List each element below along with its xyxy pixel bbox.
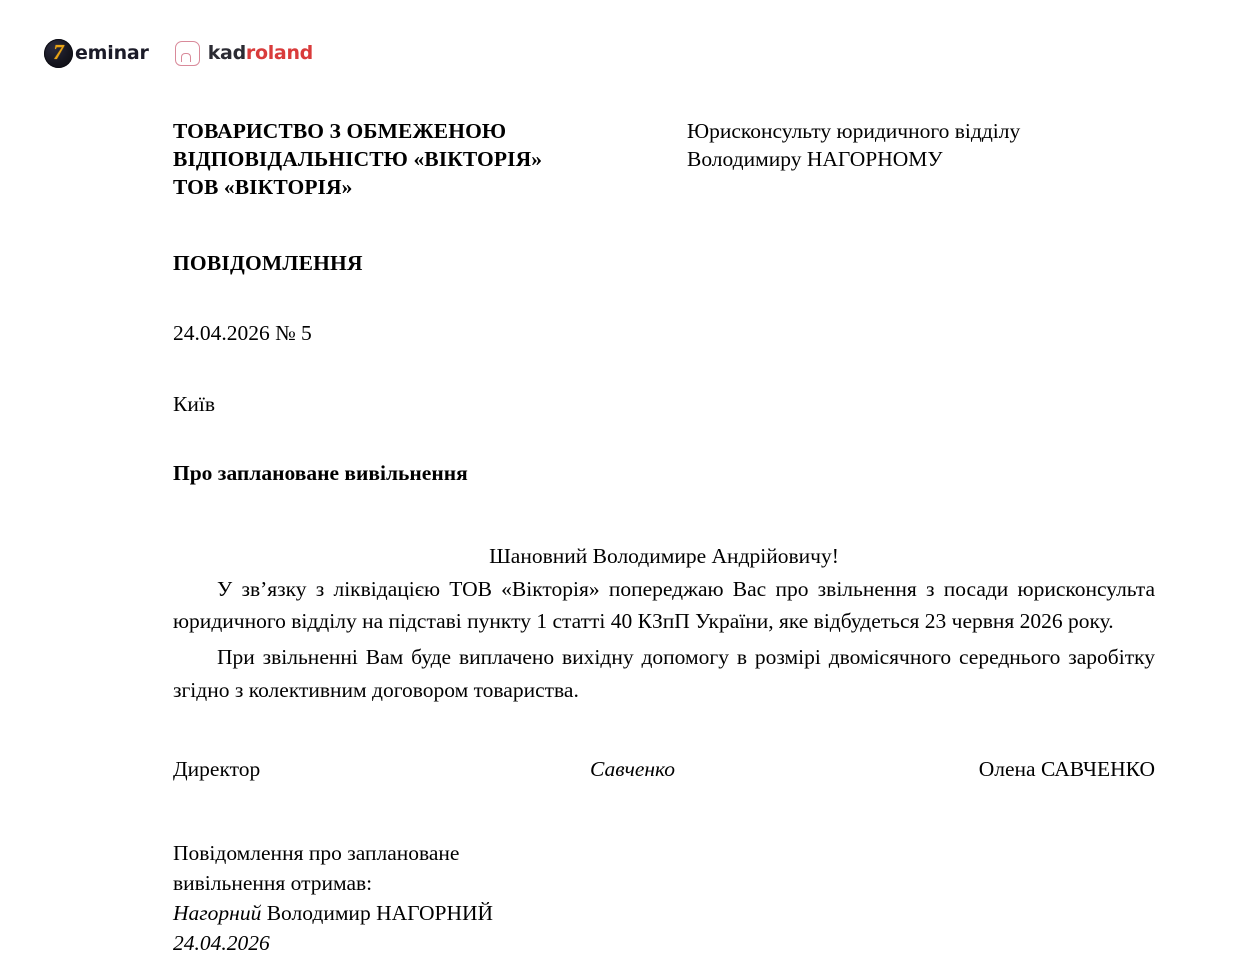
seminar-seven-glyph: 7 bbox=[53, 39, 64, 64]
salutation: Шановний Володимире Андрійовичу! bbox=[489, 544, 839, 569]
document-content bbox=[173, 118, 1155, 956]
kadroland-wordmark-dark: kad bbox=[207, 42, 246, 64]
addressee-line-2: Володимиру НАГОРНОМУ bbox=[687, 146, 943, 171]
body-paragraph-2: При звільненні Вам буде виплачено вихідну допомогу в розмірі двомісячного середнього заробітку згідно з колективним договором товариства. bbox=[173, 645, 1155, 702]
signatory-position: Директор bbox=[173, 757, 261, 781]
document-date-and-number: 24.04.2026 № 5 bbox=[173, 321, 312, 346]
recipient-full-name: Володимир НАГОРНИЙ bbox=[266, 901, 494, 926]
seminar-wordmark: eminar bbox=[75, 42, 149, 64]
organization-line-2: ВІДПОВІДАЛЬНІСТЮ «ВІКТОРІЯ» bbox=[173, 146, 543, 171]
document-header-row bbox=[173, 118, 1155, 202]
body-paragraph-1: У зв’язку з ліквідацією ТОВ «Вікторія» попереджаю Вас про звільнення з посади юрисконсульта юридичного відділу на підставі пункту 1 статті 40 КЗпП України, яке відбудеться 23 червня 2026 року. bbox=[173, 576, 1155, 634]
addressee-line-1: Юрисконсульту юридичного відділу bbox=[687, 119, 1021, 143]
organization-line-1: ТОВАРИСТВО З ОБМЕЖЕНОЮ bbox=[173, 119, 507, 143]
handwritten-signature: Савченко bbox=[590, 757, 676, 781]
signature-row bbox=[173, 755, 1155, 784]
acknowledgement-line-2: вивільнення отримав: bbox=[173, 871, 373, 896]
signatory-full-name: Олена САВЧЕНКО bbox=[978, 757, 1155, 781]
acknowledgement-block bbox=[173, 838, 493, 958]
organization-block bbox=[173, 118, 673, 202]
document-place: Київ bbox=[173, 392, 215, 416]
recipient-handwritten-signature: Нагорний bbox=[173, 901, 262, 926]
acknowledgement-date: 24.04.2026 bbox=[173, 931, 270, 956]
organization-line-3: ТОВ «ВІКТОРІЯ» bbox=[173, 174, 353, 199]
acknowledgement-line-1: Повідомлення про заплановане bbox=[173, 841, 460, 865]
acknowledgement-signature-row bbox=[173, 898, 493, 928]
addressee-block bbox=[687, 118, 1020, 174]
document-type-heading: ПОВІДОМЛЕННЯ bbox=[173, 250, 363, 275]
document-subject: Про заплановане вивільнення bbox=[173, 460, 468, 485]
kadroland-wordmark-red: roland bbox=[245, 42, 313, 64]
